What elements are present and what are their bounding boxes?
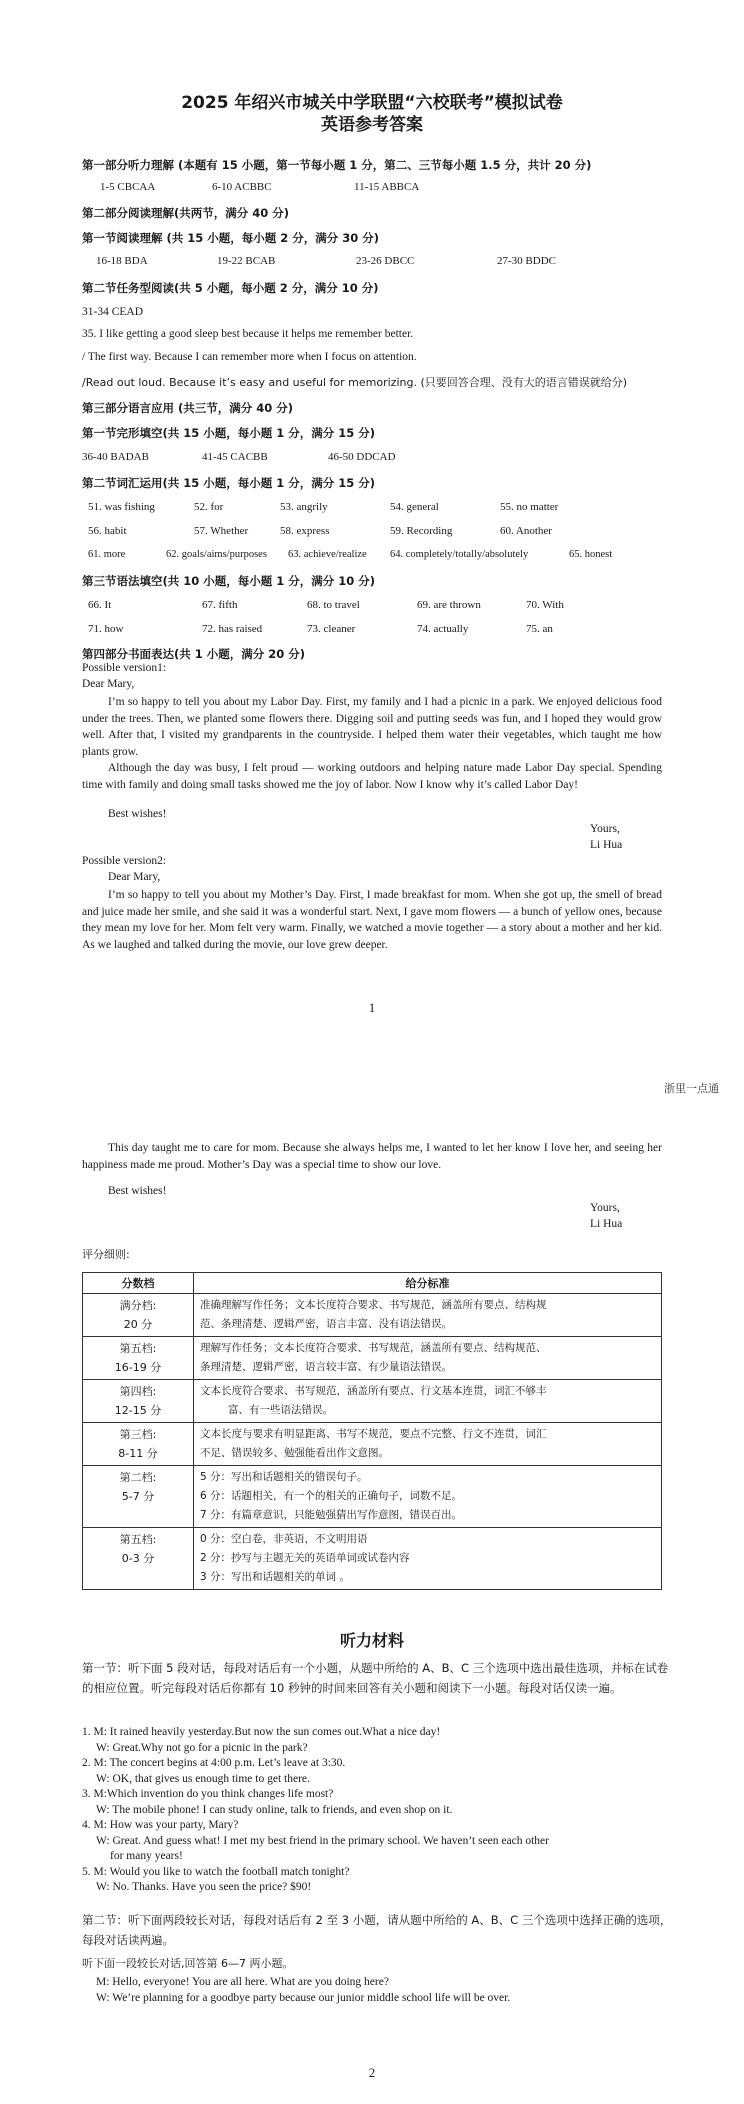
answer-item: 62. goals/aims/purposes [166, 549, 267, 560]
rubric-criteria-line: 3 分：写出和话题相关的单词 。 [200, 1571, 350, 1583]
answer-group: 16-18 BDA [96, 255, 148, 267]
rubric-level-name: 满分档: [119, 1299, 157, 1312]
answer-item: 69. are thrown [417, 599, 481, 611]
answer-group: 1-5 CBCAA [100, 181, 156, 193]
sec2-intro: 第二节：听下面两段较长对话，每段对话后有 2 至 3 小题，请从题中所给的 A、B、C 三个选项中选择正确的选项，每段对话读两遍。 [82, 1913, 672, 1947]
part1-heading: 第一部分听力理解 (本题有 15 小题，第一节每小题 1 分，第二、三节每小题 1.5 分，共计 20 分) [82, 158, 592, 172]
version1-yours: Yours, [590, 823, 620, 835]
rubric-criteria [194, 1466, 662, 1528]
answer-item: 70. With [526, 599, 564, 611]
rubric-level-range: 12-15 分 [114, 1404, 162, 1417]
dialog-line: W: OK, that gives us enough time to get there. [96, 1772, 310, 1785]
answer-item: 64. completely/totally/absolutely [390, 549, 529, 560]
rubric-row [83, 1380, 662, 1423]
version2-label: Possible version2: [82, 855, 167, 867]
sec2-sub: 听下面一段较长对话,回答第 6—7 两小题。 [82, 1957, 294, 1970]
answer-item: 52. for [194, 501, 224, 513]
rubric-level-range: 20 分 [123, 1318, 153, 1331]
page-number: 2 [368, 2065, 376, 2080]
version2-paragraph: I’m so happy to tell you about my Mother’s Day. First, I made breakfast for mom. When she got up, the smell of bread and juice made her smile, and she said it was a wonderful start. Next, I gave mom flowers — a bunch of yellow ones, because they mean my love for her. Mom felt very warm. Finally, we watched a movie together — a story about a mother and her kid. As we laughed and talked during the movie, our love grew deeper. [82, 889, 662, 951]
rubric-criteria-line: 5 分：写出和话题相关的错误句子。 [200, 1471, 368, 1483]
rubric-level-range: 16-19 分 [114, 1361, 162, 1374]
rubric-header: 分数档 [83, 1273, 194, 1294]
part2-heading: 第二部分阅读理解(共两节，满分 40 分) [82, 206, 290, 220]
rubric-criteria-line: 富、有一些语法错误。 [228, 1404, 333, 1416]
answer-group: 19-22 BCAB [217, 255, 276, 267]
part3-heading: 第三部分语言应用 (共三节，满分 40 分) [82, 401, 294, 415]
rubric-level-name: 第三档: [119, 1428, 157, 1441]
rubric-criteria-line: 文本长度符合要求、书写规范，涵盖所有要点、行文基本连贯，词汇不够丰 [200, 1385, 547, 1397]
rubric-criteria [194, 1528, 662, 1590]
rubric-level-range: 0-3 分 [121, 1552, 155, 1565]
rubric-row [83, 1294, 662, 1337]
long-dialog-line: W: We’re planning for a goodbye party because our junior middle school life will be over. [96, 1992, 511, 2004]
version1-label: Possible version1: [82, 662, 167, 674]
rubric-criteria-line: 文本长度与要求有明显距离、书写不规范，要点不完整、行文不连贯，词汇 [200, 1428, 547, 1440]
q35-answer-line: /Read out loud. Because it’s easy and useful for memorizing. (只要回答合理、没有大的语言错误就给分) [82, 376, 628, 389]
answer-item: 65. honest [569, 549, 613, 560]
answer-item: 51. was fishing [88, 501, 155, 513]
rubric-level [83, 1423, 194, 1466]
answer-group: 36-40 BADAB [82, 451, 149, 463]
answer-item: 61. more [88, 549, 126, 560]
dialog-line: 5. M: Would you like to watch the football match tonight? [82, 1865, 350, 1878]
part2-sec2-heading: 第二节任务型阅读(共 5 小题，每小题 2 分，满分 10 分) [82, 281, 379, 295]
answer-item: 60. Another [500, 525, 552, 537]
dialog-line: W: The mobile phone! I can study online, talk to friends, and even shop on it. [96, 1803, 453, 1816]
q31-34-answers: 31-34 CEAD [82, 306, 144, 318]
version2-salutation: Dear Mary, [108, 871, 161, 883]
answer-item: 63. achieve/realize [288, 549, 367, 560]
version1-paragraph: I’m so happy to tell you about my Labor Day. First, my family and I had a picnic in a park. We enjoyed delicious food under the trees. Then, we planted some flowers there. Digging soil and putting seeds was fun, and I hoped they would grow well. After that, I visited my grandparents in the countryside. I helped them water their vegetables, which taught me how plants grow. [82, 696, 662, 758]
rubric-level-name: 第四档: [119, 1385, 157, 1398]
part3-sec2-heading: 第二节词汇运用(共 15 小题，每小题 1 分，满分 15 分) [82, 476, 376, 490]
rubric-header-row [83, 1273, 662, 1294]
rubric-level-name: 第二档: [119, 1471, 157, 1484]
version2-signature: Li Hua [590, 1218, 623, 1230]
answer-item: 54. general [390, 501, 439, 513]
answer-item: 74. actually [417, 623, 469, 635]
dialog-line: 3. M:Which invention do you think changes life most? [82, 1788, 334, 1800]
part4-heading: 第四部分书面表达(共 1 小题，满分 20 分) [82, 647, 306, 661]
rubric-level [83, 1528, 194, 1590]
answer-item: 56. habit [88, 525, 127, 537]
rubric-criteria-line: 不足、错误较多、勉强能看出作文意图。 [200, 1447, 389, 1459]
dialog-line: W: No. Thanks. Have you seen the price? $90! [96, 1881, 312, 1893]
dialog-line: W: Great. And guess what! I met my best friend in the primary school. We haven’t seen each other [96, 1834, 549, 1847]
rubric-criteria-line: 0 分：空白卷，非英语，不文明用语 [200, 1533, 368, 1545]
rubric-criteria-line: 条理清楚、逻辑严密，语言较丰富、有少量语法错误。 [200, 1361, 452, 1373]
dialog-line: for many years! [110, 1850, 183, 1862]
dialog-line: W: Great.Why not go for a picnic in the park? [96, 1741, 308, 1754]
rubric-criteria [194, 1337, 662, 1380]
rubric-header: 给分标准 [194, 1273, 662, 1294]
version1-salutation: Dear Mary, [82, 678, 135, 690]
answer-item: 75. an [526, 623, 553, 635]
rubric-row [83, 1337, 662, 1380]
rubric-title: 评分细则: [82, 1248, 130, 1261]
listening-title: 听力材料 [339, 1631, 404, 1650]
rubric-criteria-line: 准确理解写作任务；文本长度符合要求、书写规范，涵盖所有要点、结构规 [200, 1299, 547, 1311]
answer-item: 71. how [88, 623, 124, 635]
answer-item: 73. cleaner [307, 623, 356, 635]
answer-page-1 [0, 0, 744, 1035]
q35-answer-line: / The first way. Because I can remember more when I focus on attention. [82, 351, 417, 363]
doc-title: 2025 年绍兴市城关中学联盟“六校联考”模拟试卷 [181, 93, 563, 113]
answer-item: 66. It [88, 599, 112, 611]
rubric-row [83, 1423, 662, 1466]
sec1-intro: 第一节：听下面 5 段对话，每段对话后有一个小题，从题中所给的 A、B、C 三个选项中选出最佳选项，并标在试卷的相应位置。听完每段对话后你都有 10 秒钟的时间来回答有关小题和阅读下一小题。每段对话仅读一遍。 [82, 1661, 669, 1695]
dialog-line: 2. M: The concert begins at 4:00 p.m. Let’s leave at 3:30. [82, 1757, 346, 1769]
rubric-criteria-line: 理解写作任务；文本长度符合要求、书写规范，涵盖所有要点、结构规范、 [200, 1342, 547, 1354]
rubric-criteria-line: 7 分：有篇章意识，只能勉强猜出写作意图，错误百出。 [200, 1509, 463, 1521]
part2-sec1-heading: 第一节阅读理解 (共 15 小题，每小题 2 分，满分 30 分) [82, 231, 380, 245]
answer-group: 6-10 ACBBC [212, 181, 272, 193]
rubric-criteria-line: 范、条理清楚、逻辑严密，语言丰富、没有语法错误。 [200, 1318, 452, 1330]
rubric-row [83, 1466, 662, 1528]
rubric-level-name: 第五档: [119, 1533, 157, 1546]
part3-sec3-heading: 第三节语法填空(共 10 小题，每小题 1 分，满分 10 分) [82, 574, 376, 588]
watermark: 浙里一点通 [664, 1082, 719, 1095]
long-dialog-line: M: Hello, everyone! You are all here. What are you doing here? [96, 1976, 389, 1988]
answer-item: 67. fifth [202, 599, 238, 611]
rubric-criteria-line: 2 分：抄写与主题无关的英语单词或试卷内容 [200, 1552, 410, 1564]
answer-group: 23-26 DBCC [356, 255, 415, 267]
version1-signature: Li Hua [590, 839, 623, 851]
answer-group: 27-30 BDDC [497, 255, 556, 267]
doc-subtitle: 英语参考答案 [321, 115, 423, 135]
answer-item: 72. has raised [202, 623, 263, 635]
rubric-table [82, 1272, 662, 1590]
rubric-level-name: 第五档: [119, 1342, 157, 1355]
rubric-criteria [194, 1423, 662, 1466]
version1-paragraph: Although the day was busy, I felt proud — working outdoors and helping nature made Labor Day special. Spending time with family and doing small tasks showed me the joy of labor. Now I know why it’s called Labor Day! [82, 762, 662, 791]
page-number: 1 [368, 1000, 376, 1015]
dialog-line: 4. M: How was your party, Mary? [82, 1819, 239, 1831]
answer-item: 57. Whether [194, 525, 249, 537]
version2-closing: Best wishes! [108, 1185, 167, 1197]
answer-page-2 [0, 1080, 744, 2104]
dialog-line: 1. M: It rained heavily yesterday.But now the sun comes out.What a nice day! [82, 1726, 441, 1738]
rubric-level [83, 1337, 194, 1380]
rubric-level-range: 8-11 分 [118, 1447, 158, 1460]
rubric-criteria-line: 6 分：话题相关，有一个的相关的正确句子，词数不足。 [200, 1490, 463, 1502]
answer-item: 55. no matter [500, 501, 559, 513]
rubric-criteria [194, 1380, 662, 1423]
version2-yours: Yours, [590, 1202, 620, 1214]
version2-paragraph: This day taught me to care for mom. Because she always helps me, I wanted to let her know I love her, and seeing her happiness made me proud. Mother’s Day was a special time to show our love. [82, 1142, 662, 1171]
answer-group: 41-45 CACBB [202, 451, 268, 463]
answer-item: 68. to travel [307, 599, 360, 611]
answer-group: 46-50 DDCAD [328, 451, 396, 463]
q35-answer-line: 35. I like getting a good sleep best because it helps me remember better. [82, 328, 414, 340]
rubric-row [83, 1528, 662, 1590]
answer-group: 11-15 ABBCA [354, 181, 420, 193]
answer-item: 59. Recording [390, 525, 453, 537]
rubric-criteria [194, 1294, 662, 1337]
rubric-level-range: 5-7 分 [121, 1490, 155, 1503]
rubric-level [83, 1380, 194, 1423]
rubric-level [83, 1294, 194, 1337]
dialog-list [82, 1725, 672, 1896]
rubric-level [83, 1466, 194, 1528]
version1-closing: Best wishes! [108, 808, 167, 820]
part3-sec1-heading: 第一节完形填空(共 15 小题，每小题 1 分，满分 15 分) [82, 426, 376, 440]
answer-item: 58. express [280, 525, 330, 537]
answer-item: 53. angrily [280, 501, 328, 513]
